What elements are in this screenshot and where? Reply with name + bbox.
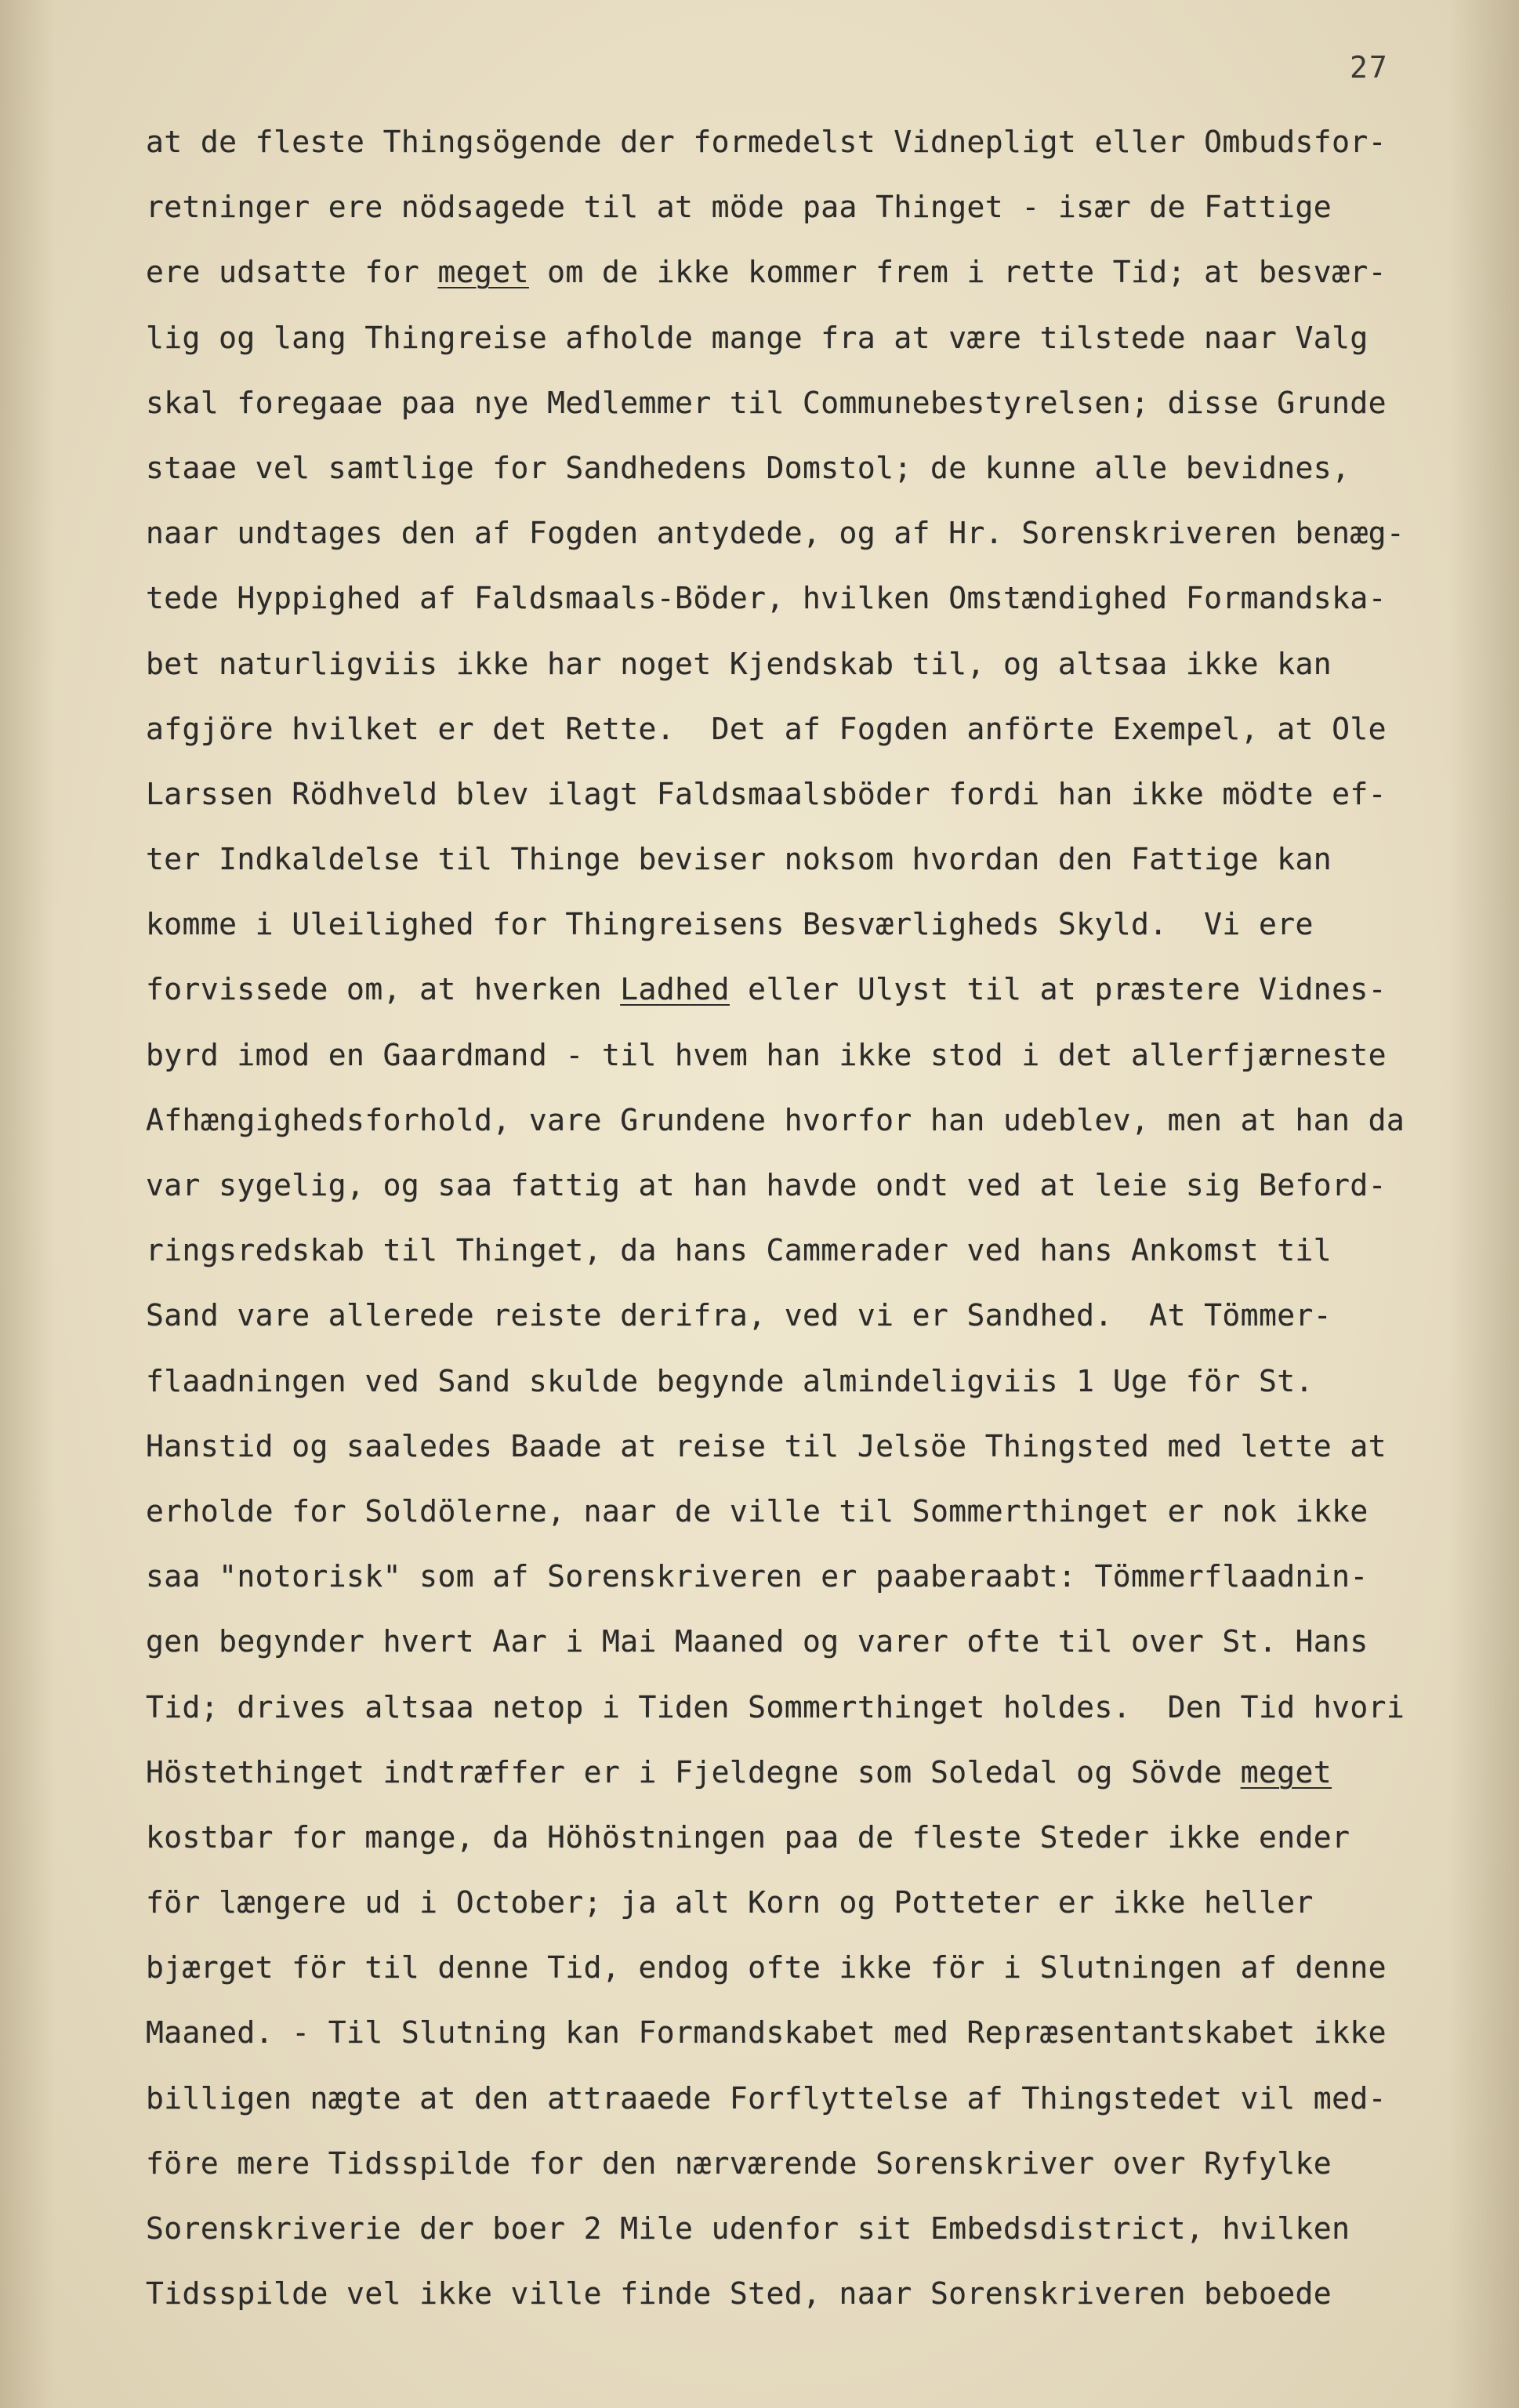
underlined-word: meget <box>1240 1754 1332 1790</box>
text-line: skal foregaae paa nye Medlemmer til Communebestyrelsen; disse Grunde <box>146 385 1387 420</box>
text-line: Hanstid og saaledes Baade at reise til Jelsöe Thingsted med lette at <box>146 1428 1387 1463</box>
text-line: flaadningen ved Sand skulde begynde almindeligviis 1 Uge för St. <box>146 1363 1314 1398</box>
text-line: för længere ud i October; ja alt Korn og Potteter er ikke heller <box>146 1885 1314 1920</box>
text-line: ter Indkaldelse til Thinge beviser noksom hvordan den Fattige kan <box>146 842 1332 877</box>
text-line: Höstethinget indtræffer er i Fjeldegne som Soledal og Sövde meget <box>146 1754 1332 1790</box>
text-line: Tid; drives altsaa netop i Tiden Sommerthinget holdes. Den Tid hvori <box>146 1689 1405 1724</box>
text-line: bjærget för til denne Tid, endog ofte ikke för i Slutningen af denne <box>146 1950 1387 1986</box>
text-line: retninger ere nödsagede til at möde paa Thinget - især de Fattige <box>146 190 1332 225</box>
text-line: erholde for Soldölerne, naar de ville til Sommerthinget er nok ikke <box>146 1493 1369 1529</box>
typewritten-text-body <box>146 110 1478 2326</box>
text-line: kostbar for mange, da Höhöstningen paa de fleste Steder ikke ender <box>146 1819 1350 1855</box>
text-line: komme i Uleilighed for Thingreisens Besværligheds Skyld. Vi ere <box>146 907 1314 942</box>
text-line: Larssen Rödhveld blev ilagt Faldsmaalsböder fordi han ikke mödte ef- <box>146 776 1387 811</box>
text-line: före mere Tidsspilde for den nærværende Sorenskriver over Ryfylke <box>146 2145 1332 2181</box>
text-line: ringsredskab til Thinget, da hans Cammerader ved hans Ankomst til <box>146 1233 1332 1268</box>
text-line: Sorenskriverie der boer 2 Mile udenfor sit Embedsdistrict, hvilken <box>146 2211 1350 2246</box>
text-line: var sygelig, og saa fattig at han havde ondt ved at leie sig Beford- <box>146 1168 1387 1202</box>
text-line: bet naturligviis ikke har noget Kjendskab til, og altsaa ikke kan <box>146 646 1332 681</box>
text-line: gen begynder hvert Aar i Mai Maaned og varer ofte til over St. Hans <box>146 1624 1369 1659</box>
text-line: byrd imod en Gaardmand - til hvem han ikke stod i det allerfjærneste <box>146 1037 1387 1072</box>
text-line: Afhængighedsforhold, vare Grundene hvorfor han udeblev, men at han da <box>146 1102 1405 1137</box>
text-line: afgjöre hvilket er det Rette. Det af Fogden anförte Exempel, at Ole <box>146 711 1387 746</box>
underlined-word: meget <box>437 255 529 290</box>
text-line: tede Hyppighed af Faldsmaals-Böder, hvilken Omstændighed Formandska- <box>146 581 1387 616</box>
text-line: saa "notorisk" som af Sorenskriveren er paaberaabt: Tömmerflaadnin- <box>146 1559 1369 1594</box>
text-line: Maaned. - Til Slutning kan Formandskabet med Repræsentantskabet ikke <box>146 2015 1387 2051</box>
text-line: naar undtages den af Fogden antydede, og af Hr. Sorenskriveren benæg- <box>146 516 1405 551</box>
text-line: staae vel samtlige for Sandhedens Domstol; de kunne alle bevidnes, <box>146 450 1350 485</box>
text-line: lig og lang Thingreise afholde mange fra at være tilstede naar Valg <box>146 320 1369 355</box>
text-line: forvissede om, at hverken Ladhed eller Ulyst til at præstere Vidnes- <box>146 972 1387 1007</box>
text-line: Tidsspilde vel ikke ville finde Sted, naar Sorenskriveren beboede <box>146 2276 1332 2312</box>
underlined-word: Ladhed <box>620 972 730 1007</box>
text-line: at de fleste Thingsögende der formedelst Vidnepligt eller Ombudsfor- <box>146 125 1387 159</box>
text-line: ere udsatte for meget om de ikke kommer frem i rette Tid; at besvær- <box>146 255 1387 290</box>
text-line: billigen nægte at den attraaede Forflyttelse af Thingstedet vil med- <box>146 2080 1387 2116</box>
text-line: Sand vare allerede reiste derifra, ved vi er Sandhed. At Tömmer- <box>146 1298 1332 1333</box>
page-number: 27 <box>1350 50 1389 85</box>
page-gutter-shadow <box>0 0 55 2408</box>
